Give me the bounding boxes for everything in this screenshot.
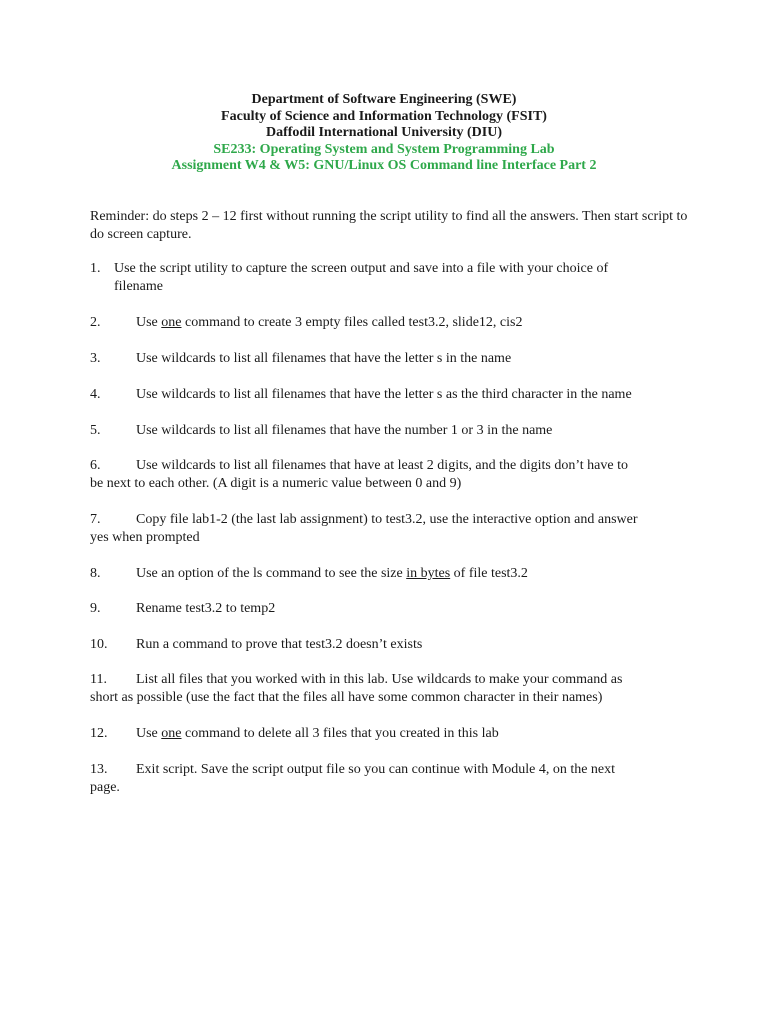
item-text-underlined: one [161, 315, 182, 330]
list-item-5 [90, 422, 700, 440]
item-number: 10. [90, 637, 108, 652]
item-number: 13. [90, 762, 108, 777]
item-number: 3. [90, 351, 101, 366]
document-header [0, 92, 768, 175]
list-item-2 [90, 314, 700, 332]
list-item-3 [90, 350, 700, 368]
item-text: Use wildcards to list all filenames that have the letter s as the third character in the name [136, 387, 632, 402]
item-text-post: of file test3.2 [450, 566, 528, 581]
item-text: List all files that you worked with in this lab. Use wildcards to make your command as [136, 672, 623, 687]
item-text: Exit script. Save the script output file so you can continue with Module 4, on the next [136, 762, 616, 777]
item-number: 7. [90, 512, 101, 527]
faculty-line: Faculty of Science and Information Technology (FSIT) [221, 108, 547, 124]
item-text: Use wildcards to list all filenames that have the letter s in the name [136, 351, 512, 366]
item-text-underlined: in bytes [406, 566, 451, 581]
item-text: Use wildcards to list all filenames that have the number 1 or 3 in the name [136, 423, 553, 438]
item-number: 12. [90, 726, 108, 741]
list-item-8 [90, 565, 700, 583]
item-text-pre: Use [136, 726, 162, 741]
item-text-post: command to create 3 empty files called test3.2, slide12, cis2 [181, 315, 523, 330]
department-line: Department of Software Engineering (SWE) [251, 92, 517, 107]
list-item-11 [90, 671, 700, 707]
item-number: 1. [90, 261, 101, 276]
reminder-paragraph: Reminder: do steps 2 – 12 first without running the script utility to find all the answers. Then start script to do screen capture. [90, 209, 688, 242]
list-item-9 [90, 600, 700, 618]
list-item-12 [90, 725, 700, 743]
item-text: Run a command to prove that test3.2 doesn’t exists [136, 637, 423, 652]
list-item-4 [90, 386, 700, 404]
item-text-continued: page. [90, 780, 120, 795]
item-text-continued: short as possible (use the fact that the files all have some common character in their names) [90, 690, 603, 705]
item-text-pre: Use an option of the ls command to see the size [136, 566, 407, 581]
item-number: 11. [90, 672, 107, 687]
item-number: 2. [90, 315, 101, 330]
item-text-post: command to delete all 3 files that you created in this lab [181, 726, 499, 741]
item-text: Use the script utility to capture the screen output and save into a file with your choice of [114, 261, 609, 276]
item-text-underlined: one [161, 726, 182, 741]
university-line: Daffodil International University (DIU) [265, 125, 503, 140]
list-item-13 [90, 761, 700, 797]
item-number: 4. [90, 387, 101, 402]
item-text-continued: yes when prompted [90, 530, 200, 545]
item-text-continued: filename [114, 279, 163, 294]
item-text-continued: be next to each other. (A digit is a numeric value between 0 and 9) [90, 476, 462, 491]
item-text: Copy file lab1-2 (the last lab assignment) to test3.2, use the interactive option and answer [136, 512, 638, 527]
item-number: 6. [90, 458, 101, 473]
item-text: Rename test3.2 to temp2 [136, 601, 276, 616]
list-item-6 [90, 457, 700, 493]
list-item-1 [90, 260, 700, 296]
item-number: 8. [90, 566, 101, 581]
course-title: SE233: Operating System and System Programming Lab [213, 141, 555, 157]
item-number: 9. [90, 601, 101, 616]
item-number: 5. [90, 423, 101, 438]
item-text: Use wildcards to list all filenames that have at least 2 digits, and the digits don’t have to [136, 458, 628, 473]
list-item-10 [90, 636, 700, 654]
assignment-title: Assignment W4 & W5: GNU/Linux OS Command line Interface Part 2 [171, 158, 597, 173]
item-text-pre: Use [136, 315, 162, 330]
list-item-7 [90, 511, 700, 547]
